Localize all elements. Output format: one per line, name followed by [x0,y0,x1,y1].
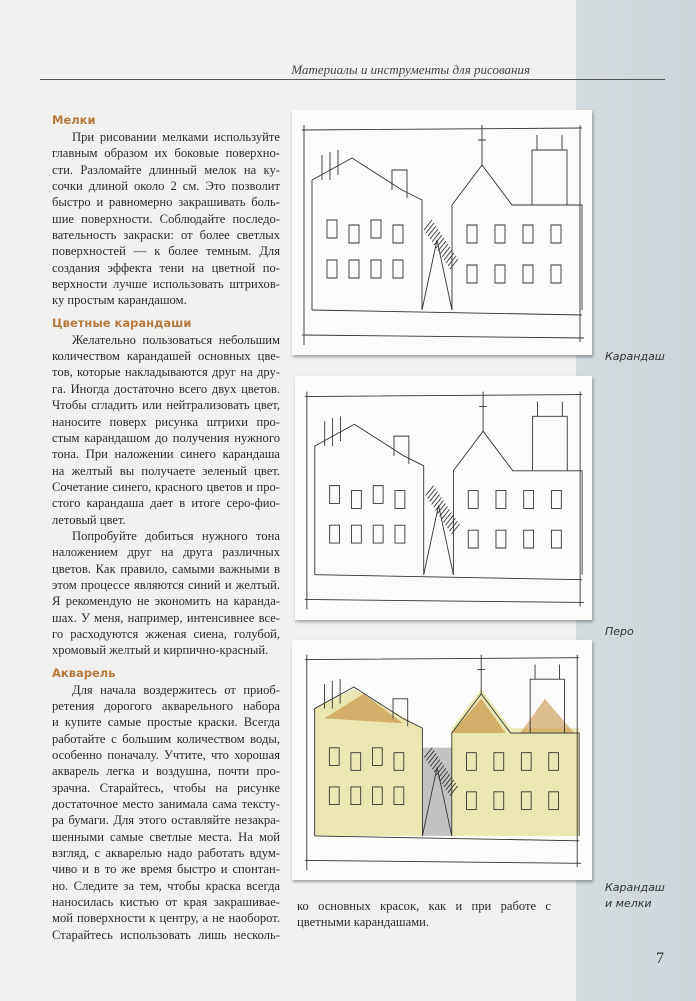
text-line: шие поверхности. Соблюдайте последо- [52,211,280,226]
text-line: тона. При наложении синего карандаша [52,447,280,462]
text-line: шенными самые светлые места. На мой [52,829,280,844]
text-line: ра бумаги. Для этого оставляйте незакра- [52,813,280,828]
text-line: Старайтесь использовать лишь несколь- [52,927,280,942]
text-line: но. Следите за тем, чтобы краска всегда [52,878,280,893]
text-line: количеством карандашей основных цве- [52,349,280,364]
text-line: вательность закраски: от более светлых [52,228,280,243]
text-line: Я рекомендую не экономить на каранда- [52,594,280,609]
text-line: стого карандаша дает в итоге серо-фио- [52,496,280,511]
figure-pencil-sketch [292,110,592,355]
text-line: га. Иногда достаточно всего двух цветов. [52,381,280,396]
text-line: цветов. Как правило, самыми важными в [52,561,280,576]
text-line: цветными карандашами. [297,915,430,930]
sketch-lines [305,392,584,610]
text-line: на желтый вы получаете зеленый цвет. [52,463,280,478]
text-line: летовый цвет. [52,512,126,527]
text-line: работайте с большим количеством воды, [52,731,280,746]
caption-line: и мелки [605,897,652,910]
text-line: главным образом их боковые поверхно- [52,146,280,161]
text-line: акварель легка и воздушна, почти про- [52,764,280,779]
text-line: шах. У меня, например, интенсивнее все- [52,610,280,625]
caption-line: Карандаш [605,881,665,894]
text-line: верхности лучше использовать штрихов- [52,277,280,292]
text-line: создания эффекта тени на цветной по- [52,260,280,275]
text-line: Желательно пользоваться небольшим [72,332,280,347]
sketch-lines [302,125,584,345]
text-line: наносите поверх рисунка штрихи про- [52,414,280,429]
section-heading: Мелки [52,113,96,127]
text-line: наложением друг на друга различных [52,545,280,560]
text-line: чиво и в то же время быстро и спонтан- [52,862,280,877]
caption-pen: Перо [605,625,634,638]
text-line: поверхностей — к более темным. Для [52,244,280,259]
text-line: достаточное место занимала сама тексту- [52,797,280,812]
text-line: тов, которые накладываются друг на дру- [52,365,280,380]
text-line: сти. Разломайте длинный мелок на ку- [52,162,280,177]
running-title: Материалы и инструменты для рисования [291,62,530,77]
text-line: особенно поначалу. Учтите, что хорошая [52,748,280,763]
text-line: При рисовании мелками используйте [72,130,280,144]
text-column [52,111,280,943]
text-line: мой поверхности к центру, а не наоборот. [52,911,280,926]
text-line: ку простым карандашом. [52,293,187,308]
figure-watercolor-sketch [292,640,592,880]
text-line: этом процессе являются синий и желтый. [52,577,280,592]
text-line: хромовый желтый и кирпично-красный. [52,643,269,658]
page-number: 7 [656,950,664,967]
text-line: зрачна. Старайтесь, чтобы на рисунке [52,780,280,795]
text-line: стым карандашом до получения нужного [52,430,280,445]
text-line: наносилась кистью от края закрашивае- [52,895,280,910]
text-continuation [297,898,551,931]
caption-pencil-and-crayons [605,880,665,912]
text-line: Сочетание синего, красного цветов и про- [52,479,280,494]
text-line: ко основных красок, как и при работе с [297,899,551,913]
section-heading: Цветные карандаши [52,315,192,330]
header-rule [40,79,665,80]
shadow-wash [422,748,451,836]
text-line: взгляд, с акварелью надо работать вдум- [52,846,280,861]
section-heading: Акварель [52,665,116,680]
margin-color-strip [576,0,696,1001]
text-line: го расходуются жженая сиена, голубой, [52,626,280,641]
text-line: ретения дорогого акварельного набора [52,699,280,713]
text-line: Чтобы сгладить или нейтрализовать цвет, [52,398,280,413]
text-line: и купите самые простые краски. Всегда [52,715,280,730]
text-line: Попробуйте добиться нужного тона [72,528,280,543]
roof-wash [520,699,574,733]
text-line: сочки длиной около 2 см. Это позволит [52,179,280,194]
figure-pen-sketch [295,376,592,620]
text-line: быстро и равномерно закрашивать боль- [52,195,280,210]
caption-pencil: Карандаш [605,350,665,363]
text-line: Для начала воздержитесь от приоб- [72,682,280,697]
